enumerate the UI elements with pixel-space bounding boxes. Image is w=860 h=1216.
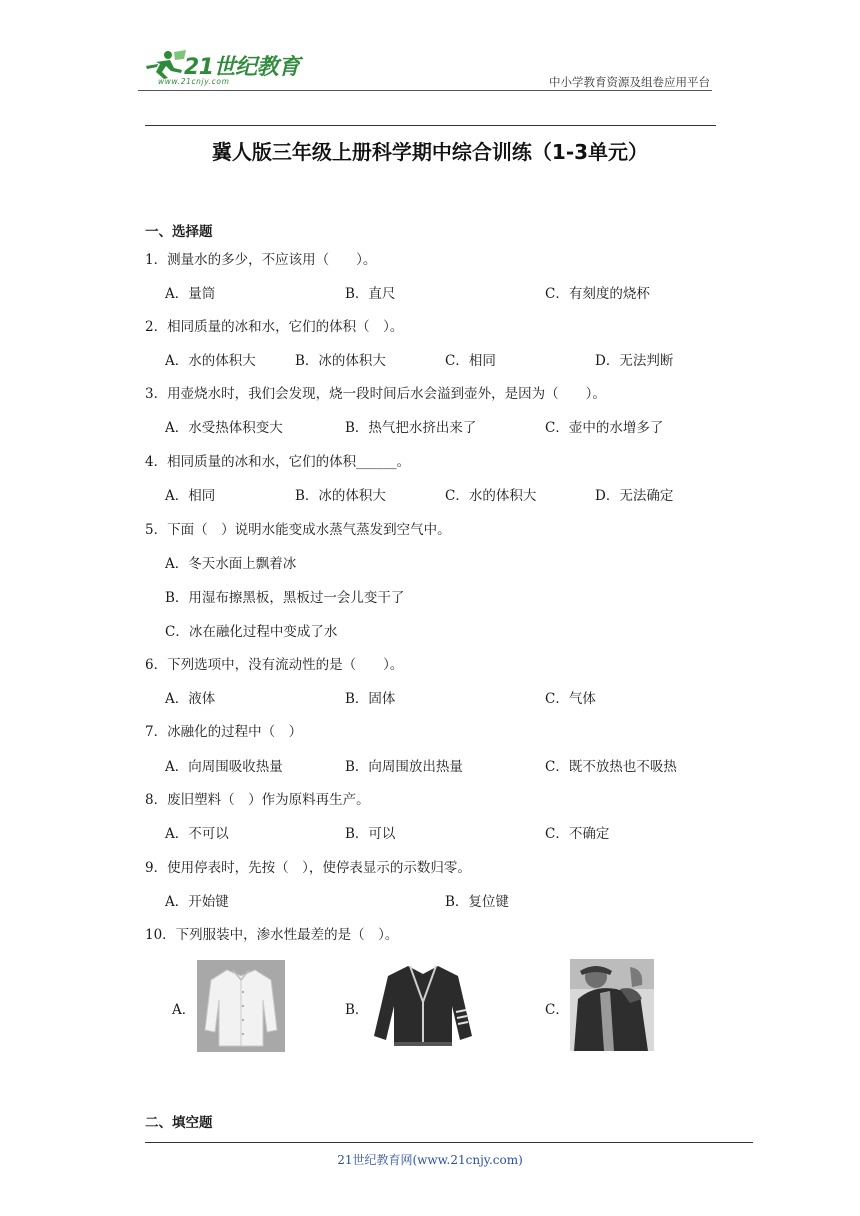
option-b[interactable]: B．冰的体积大: [295, 488, 386, 504]
option-a[interactable]: A．水受热体积变大: [165, 420, 283, 436]
header-divider: [138, 90, 712, 91]
option-a[interactable]: A．液体: [165, 691, 216, 707]
option-a[interactable]: A．量筒: [165, 286, 216, 302]
cardigan-image[interactable]: [370, 962, 476, 1050]
option-c[interactable]: C．气体: [545, 691, 596, 707]
question-stem: 4．相同质量的冰和水，它们的体积______。: [145, 454, 411, 470]
option-c[interactable]: C．相同: [445, 353, 496, 369]
option-c[interactable]: C．既不放热也不吸热: [545, 759, 677, 775]
option-b[interactable]: B．固体: [345, 691, 396, 707]
white-shirt-image[interactable]: [197, 960, 285, 1052]
option-b[interactable]: B．热气把水挤出来了: [345, 420, 477, 436]
question-stem: 8．废旧塑料（ ）作为原料再生产。: [145, 792, 370, 808]
section-heading-choice: 一、选择题: [145, 224, 213, 240]
option-a[interactable]: A．水的体积大: [165, 353, 256, 369]
question-stem: 1．测量水的多少，不应该用（ ）。: [145, 252, 377, 268]
option-c[interactable]: C．冰在融化过程中变成了水: [165, 624, 338, 640]
option-a[interactable]: A．冬天水面上飘着冰: [165, 556, 297, 572]
option-a[interactable]: A．: [172, 1002, 196, 1018]
question-stem: 10．下列服装中，渗水性最差的是（ ）。: [145, 927, 399, 943]
page-header: [138, 44, 712, 92]
logo-text: 21世纪教育: [184, 55, 300, 80]
option-b[interactable]: B．: [345, 1002, 369, 1018]
option-b[interactable]: B．直尺: [345, 286, 396, 302]
question-stem: 6．下列选项中，没有流动性的是（ ）。: [145, 657, 404, 673]
question-stem: 5．下面（ ）说明水能变成水蒸气蒸发到空气中。: [145, 522, 451, 538]
option-a[interactable]: A．开始键: [165, 894, 229, 910]
option-c[interactable]: C．: [545, 1002, 569, 1018]
option-b[interactable]: B．可以: [345, 826, 396, 842]
title-divider: [145, 125, 716, 126]
option-d[interactable]: D．无法确定: [595, 488, 674, 504]
raincoat-image[interactable]: [570, 959, 654, 1051]
option-b[interactable]: B．复位键: [445, 894, 509, 910]
option-b[interactable]: B．向周围放出热量: [345, 759, 463, 775]
option-b[interactable]: B．冰的体积大: [295, 353, 386, 369]
section-heading-fill: 二、填空题: [145, 1115, 213, 1131]
site-logo[interactable]: [138, 44, 308, 90]
option-a[interactable]: A．不可以: [165, 826, 229, 842]
platform-tagline: 中小学教育资源及组卷应用平台: [549, 75, 710, 89]
document-title: 冀人版三年级上册科学期中综合训练（1-3单元）: [211, 140, 649, 164]
option-c[interactable]: C．壶中的水增多了: [545, 420, 664, 436]
footer-link[interactable]: 21世纪教育网(www.21cnjy.com): [337, 1153, 523, 1167]
option-a[interactable]: A．向周围吸收热量: [165, 759, 283, 775]
question-stem: 2．相同质量的冰和水，它们的体积（ ）。: [145, 319, 404, 335]
option-b[interactable]: B．用湿布擦黑板，黑板过一会儿变干了: [165, 590, 405, 606]
option-a[interactable]: A．相同: [165, 488, 216, 504]
question-stem: 9．使用停表时，先按（ ），使停表显示的示数归零。: [145, 860, 471, 876]
option-c[interactable]: C．水的体积大: [445, 488, 537, 504]
option-c[interactable]: C．有刻度的烧杯: [545, 286, 650, 302]
option-c[interactable]: C．不确定: [545, 826, 610, 842]
logo-url: www.21cnjy.com: [158, 77, 230, 86]
option-d[interactable]: D．无法判断: [595, 353, 674, 369]
footer-divider: [145, 1142, 753, 1143]
runner-logo-icon: [144, 50, 188, 80]
question-stem: 7．冰融化的过程中（ ）: [145, 724, 303, 740]
question-stem: 3．用壶烧水时，我们会发现，烧一段时间后水会溢到壶外，是因为（ ）。: [145, 386, 606, 402]
